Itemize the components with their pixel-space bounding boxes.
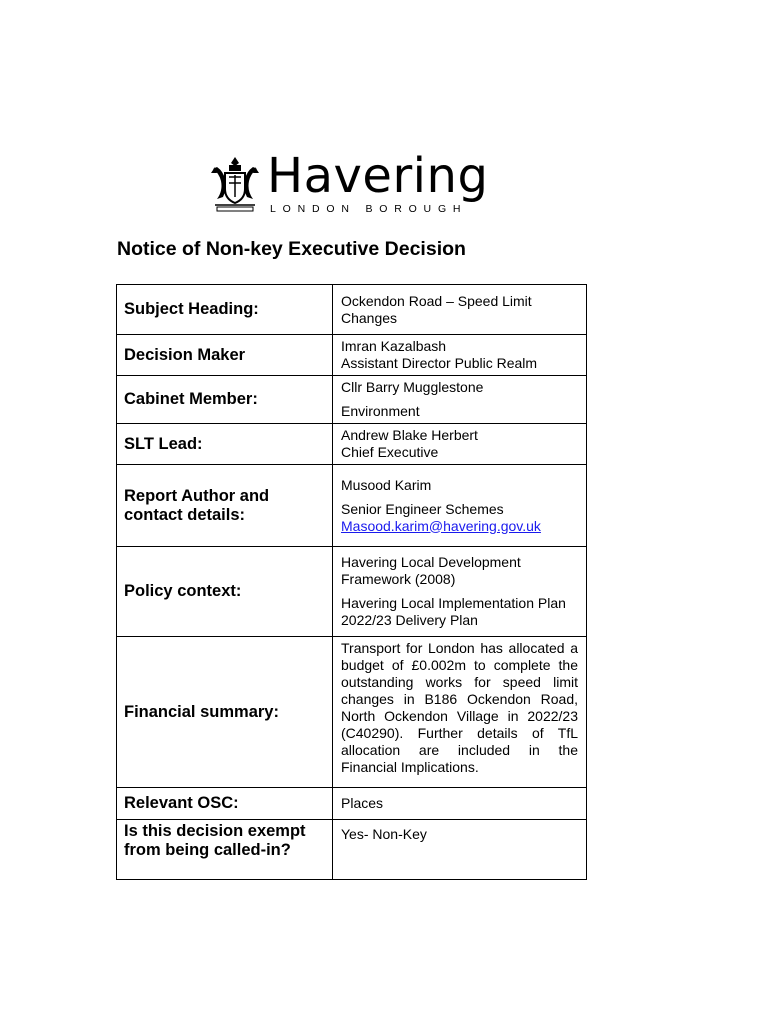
subject-line1: Ockendon Road – Speed Limit — [341, 292, 532, 309]
brand-subtitle: LONDON BOROUGH — [270, 203, 468, 215]
cabinet-member-label: Cabinet Member: — [117, 376, 333, 424]
cabinet-member-name: Cllr Barry Mugglestone — [341, 379, 484, 395]
cabinet-member-value — [333, 376, 587, 424]
financial-summary-text: Transport for London has allocated a budget of £0.002m to complete the outstanding works for speed limit changes in B186 Ockendon Road, North Ockendon Village in 2022/23 (C40290). Further details of TfL allocation are included in the Financial Implications. — [341, 640, 578, 775]
table-row — [117, 465, 587, 547]
relevant-osc-label: Relevant OSC: — [117, 788, 333, 820]
author-role: Senior Engineer Schemes — [341, 500, 504, 517]
policy-context-value — [333, 547, 587, 637]
decision-maker-name: Imran Kazalbash — [341, 338, 447, 354]
table-row — [117, 376, 587, 424]
cabinet-member-portfolio: Environment — [341, 403, 420, 419]
subject-heading-value — [333, 285, 587, 335]
table-row — [117, 424, 587, 465]
slt-lead-value — [333, 424, 587, 465]
decision-maker-label: Decision Maker — [117, 335, 333, 376]
report-author-value — [333, 465, 587, 547]
brand-name: Havering — [267, 148, 489, 204]
table-row — [117, 335, 587, 376]
relevant-osc-value: Places — [333, 788, 587, 820]
policy-item-1: Havering Local Development Framework (2008) — [341, 554, 521, 587]
slt-lead-name: Andrew Blake Herbert — [341, 427, 478, 443]
slt-lead-label: SLT Lead: — [117, 424, 333, 465]
table-row — [117, 547, 587, 637]
financial-summary-value — [333, 637, 587, 788]
slt-lead-title: Chief Executive — [341, 444, 439, 460]
exempt-label: Is this decision exempt from being called-in? — [117, 820, 333, 880]
decision-maker-value — [333, 335, 587, 376]
decision-maker-title: Assistant Director Public Realm — [341, 355, 538, 371]
author-name: Musood Karim — [341, 476, 432, 493]
table-row — [117, 637, 587, 788]
policy-context-label: Policy context: — [117, 547, 333, 637]
subject-heading-label: Subject Heading: — [117, 285, 333, 335]
table-row — [117, 285, 587, 335]
financial-summary-label: Financial summary: — [117, 637, 333, 788]
policy-item-2: Havering Local Implementation Plan 2022/23 Delivery Plan — [341, 595, 566, 628]
decision-table — [116, 284, 587, 880]
havering-logo — [207, 148, 497, 219]
exempt-value: Yes- Non-Key — [333, 820, 587, 880]
crest-icon — [207, 153, 263, 215]
table-row — [117, 788, 587, 820]
subject-line2: Changes — [341, 309, 398, 326]
author-email-link[interactable]: Masood.karim@havering.gov.uk — [341, 517, 541, 534]
page-title: Notice of Non-key Executive Decision — [117, 238, 466, 260]
report-author-label: Report Author and contact details: — [117, 465, 333, 547]
table-row — [117, 820, 587, 880]
